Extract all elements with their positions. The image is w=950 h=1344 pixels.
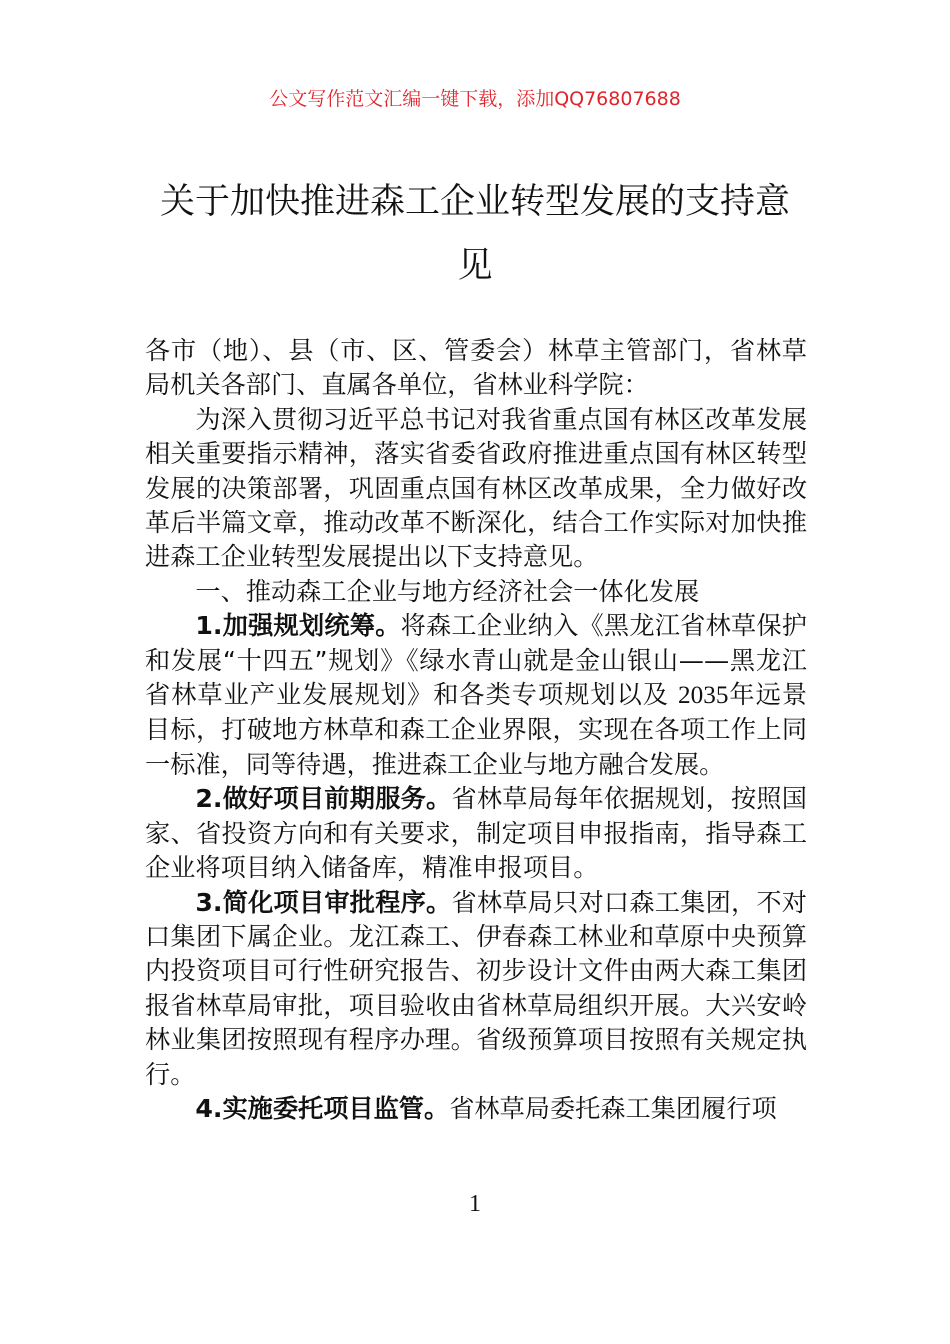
intro-paragraph: 为深入贯彻习近平总书记对我省重点国有林区改革发展相关重要指示精神，落实省委省政府推进重点国有林区转型发展的决策部署，巩固重点国有林区改革成果，全力做好改革后半篇文章，推动改革不断深化，结合工作实际对加快推进森工企业转型发展提出以下支持意见。 [145, 404, 807, 572]
item-heading: 4.实施委托项目监管。 [195, 1093, 450, 1123]
item-text: 年远景目标，打破地方林草和森工企业界限，实现在各项工作上同一标准，同等待遇，推进森工企业与地方融合发展。 [145, 680, 808, 779]
document-title [140, 170, 810, 298]
item-text: 省林草局委托森工集团履行项 [449, 1093, 777, 1123]
item-heading: 3.简化项目审批程序。 [195, 887, 452, 917]
page-number: 1 [469, 1191, 481, 1217]
title-line-1: 关于加快推进森工企业转型发展的支持意 [159, 182, 790, 222]
item-paragraph-3 [145, 886, 807, 1092]
item-paragraph-4 [145, 1092, 807, 1126]
item-text: 将森工企业纳入《黑龙江省林草保护和发展“十四五”规划》《绿水青山就是金山银山——黑龙江省林草业产业发展规划》和各类专项规划以及 [145, 611, 807, 710]
item-paragraph-2 [145, 782, 807, 885]
item-text: 省林草局只对口森工集团，不对口集团下属企业。龙江森工、伊春森工林业和草原中央预算内投资项目可行性研究报告、初步设计文件由两大森工集团报省林草局审批，项目验收由省林草局组织开展。大兴安岭林业集团按照现有程序办理。省级预算项目按照有关规定执行。 [145, 887, 807, 1089]
salutation: 各市（地）、县（市、区、管委会）林草主管部门，省林草局机关各部门、直属各单位，省林业科学院： [145, 336, 807, 400]
watermark-banner: 公文写作范文汇编一键下载，添加QQ76807688 [269, 88, 681, 110]
document-body [145, 334, 807, 1126]
item-text: 省林草局每年依据规划，按照国家、省投资方向和有关要求，制定项目申报指南，指导森工企业将项目纳入储备库，精准申报项目。 [145, 784, 807, 883]
section-heading-1: 一、推动森工企业与地方经济社会一体化发展 [195, 576, 700, 606]
item-heading: 2.做好项目前期服务。 [195, 784, 452, 814]
title-line-2: 见 [457, 246, 493, 286]
item-heading: 1.加强规划统筹。 [195, 611, 401, 641]
item-paragraph-1 [145, 609, 807, 782]
year-value: 2035 [678, 682, 729, 710]
